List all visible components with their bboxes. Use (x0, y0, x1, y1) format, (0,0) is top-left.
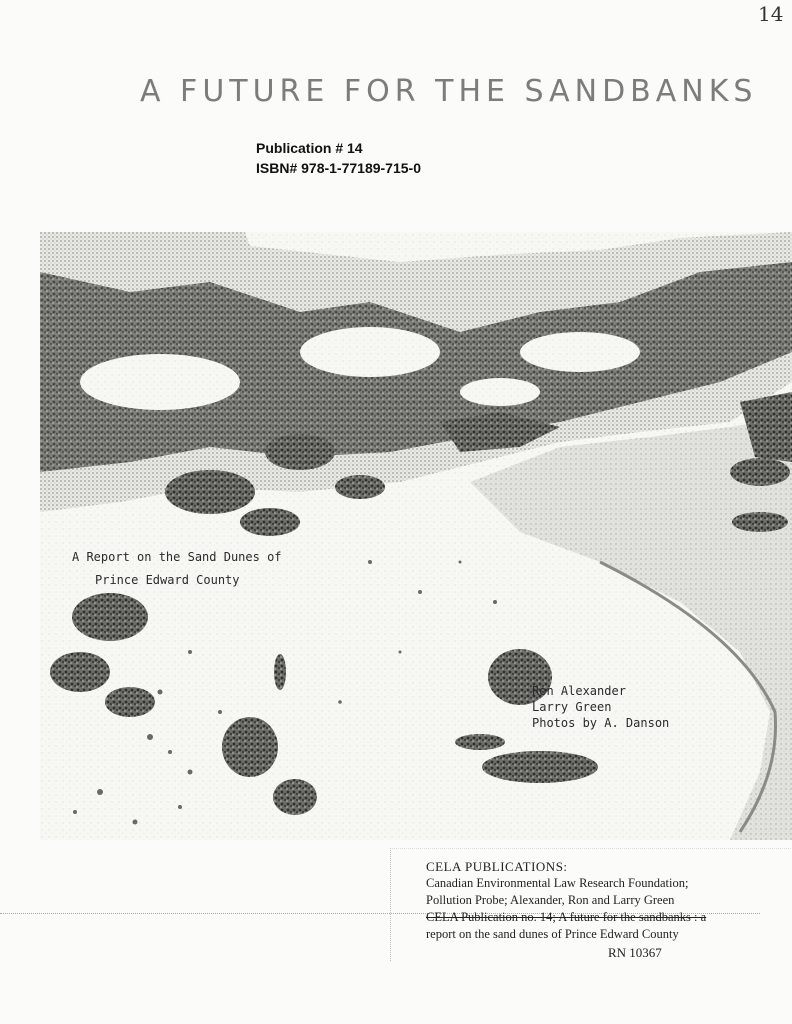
isbn: ISBN# 978-1-77189-715-0 (256, 160, 421, 176)
publication-number: Publication # 14 (256, 140, 363, 156)
catalog-line: Canadian Environmental Law Research Foundation; (426, 876, 689, 890)
report-subtitle-line-1: A Report on the Sand Dunes of (72, 550, 282, 564)
catalog-line: Pollution Probe; Alexander, Ron and Larry Green (426, 893, 675, 907)
author-name: Larry Green (532, 700, 612, 714)
catalog-heading: CELA PUBLICATIONS: (426, 859, 568, 874)
record-number: RN 10367 (608, 945, 662, 960)
report-subtitle-line-2: Prince Edward County (95, 573, 240, 587)
sand-dunes-photo (40, 232, 792, 840)
catalog-line: report on the sand dunes of Prince Edward County (426, 927, 679, 941)
publication-info (256, 138, 421, 178)
cover-title: A FUTURE FOR THE SANDBANKS (140, 74, 758, 109)
catalog-label (426, 858, 766, 943)
catalog-line: CELA Publication no. 14; A future for the sandbanks : a (426, 910, 707, 924)
author-name: Ron Alexander (532, 684, 626, 698)
photo-credit: Photos by A. Danson (532, 716, 670, 730)
page-number: 14 (758, 2, 784, 26)
